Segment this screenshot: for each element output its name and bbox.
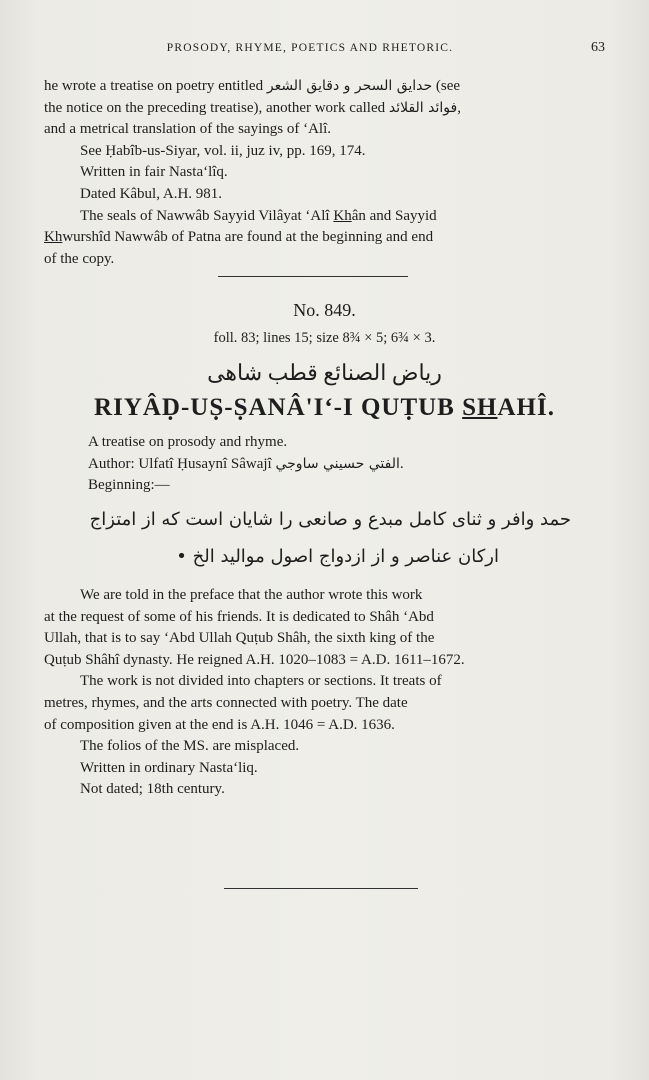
paragraph-line: of composition given at the end is A.H. 1046 = A.D. 1636.	[44, 716, 395, 733]
seals-note-end: of the copy.	[44, 250, 115, 267]
reference-line: See Ḥabîb-us-Siyar, vol. ii, juz iv, pp. 169, 174.	[80, 142, 366, 159]
seals-note: The seals of Nawwâb Sayyid Vilâyat ‘Alî Khân and Sayyid	[80, 207, 437, 224]
author-arabic: الفتي حسيني ساوجي	[275, 455, 400, 472]
work-title: RIYÂḌ-UṢ-ṢANÂ'I‘-I QUṬUB SHAHÎ.	[94, 394, 555, 421]
entry-number: No. 849.	[293, 300, 356, 320]
paragraph-line: at the request of some of his friends. It is dedicated to Shâh ‘Abd	[44, 608, 434, 625]
text-line: he wrote a treatise on poetry entitled حدایق السحر و دقایق الشعر (see	[44, 78, 461, 94]
paragraph-line: Quṭub Shâhî dynasty. He reigned A.H. 1020–1083 = A.D. 1611–1672.	[44, 651, 465, 668]
entry-summary	[88, 432, 588, 497]
seals-note-cont: Khwurshîd Nawwâb of Patna are found at the beginning and end	[44, 229, 434, 246]
date-note: Not dated; 18th century.	[80, 781, 225, 798]
script-note: Written in ordinary Nasta‘liq.	[80, 759, 258, 776]
running-title: PROSODY, RHYME, POETICS AND RHETORIC.	[166, 42, 454, 54]
text-line: the notice on the preceding treatise), another work called فوائد القلائد,	[44, 99, 461, 116]
paragraph-line: We are told in the preface that the author wrote this work	[80, 587, 423, 603]
manuscript-details: foll. 83; lines 15; size 8¾ × 5; 6¾ × 3.	[213, 330, 436, 346]
text-line: and a metrical translation of the sayings of ‘Alî.	[44, 121, 331, 138]
entry-body	[44, 585, 586, 801]
folios-note: The folios of the MS. are misplaced.	[80, 738, 300, 755]
arabic-title-fawaid: فوائد القلائد	[388, 99, 458, 116]
beginning-text-line-1: حمد وافر و ثنای کامل مبدع و صانعی را شایان است که از امتزاج	[89, 509, 571, 530]
author-line: Author: Ulfatî Ḥusaynî Sâwajî الفتي حسيني ساوجي.	[88, 455, 404, 472]
date-note: Dated Kâbul, A.H. 981.	[80, 185, 223, 202]
paragraph-line: Ullah, that is to say ‘Abd Ullah Quṭub Shâh, the sixth king of the	[44, 630, 435, 647]
beginning-label: Beginning:—	[88, 477, 170, 494]
running-header	[0, 40, 649, 58]
script-note: Written in fair Nasta‘lîq.	[80, 164, 228, 181]
paragraph-line: The work is not divided into chapters or sections. It treats of	[80, 673, 442, 690]
description: A treatise on prosody and rhyme.	[88, 434, 288, 450]
section-divider	[224, 888, 418, 889]
section-divider	[218, 276, 408, 277]
arabic-work-title: ریاض الصنائع قطب شاهی	[207, 360, 442, 385]
page-number: 63	[591, 40, 605, 55]
beginning-text-line-2: ارکان عناصر و از ازدواج اصول موالید الخ •	[176, 546, 499, 567]
paragraph-line: metres, rhymes, and the arts connected with poetry. The date	[44, 694, 408, 711]
arabic-title-hadaiq: حدایق السحر و دقایق الشعر	[266, 78, 433, 94]
previous-entry-continuation	[44, 76, 586, 270]
